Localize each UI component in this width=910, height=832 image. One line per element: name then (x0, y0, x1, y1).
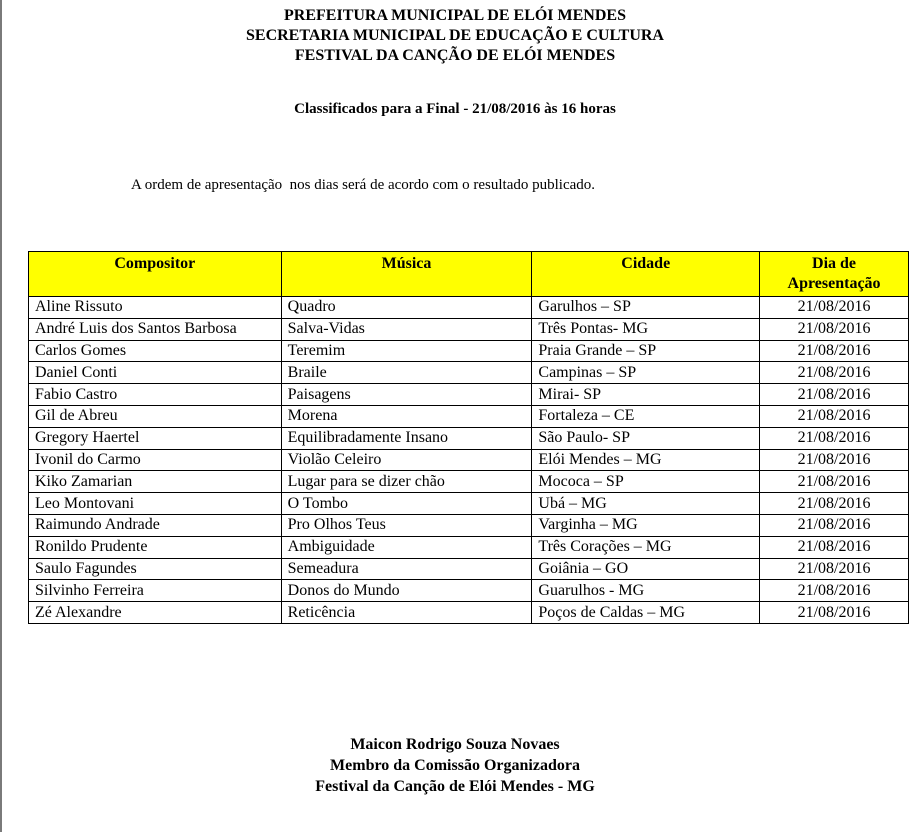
column-header-cidade: Cidade (532, 252, 760, 297)
cell-dia: 21/08/2016 (760, 384, 909, 406)
table-row (29, 340, 909, 362)
cell-dia: 21/08/2016 (760, 362, 909, 384)
cell-dia: 21/08/2016 (760, 449, 909, 471)
table-header-row (29, 252, 909, 297)
document-header (0, 6, 910, 66)
cell-compositor: Kiko Zamarian (29, 471, 282, 493)
table-row (29, 536, 909, 558)
table-row (29, 362, 909, 384)
cell-dia: 21/08/2016 (760, 405, 909, 427)
header-line-secretaria: SECRETARIA MUNICIPAL DE EDUCAÇÃO E CULTURA (246, 27, 664, 44)
cell-dia: 21/08/2016 (760, 536, 909, 558)
cell-cidade: Elói Mendes – MG (532, 449, 760, 471)
cell-cidade: Varginha – MG (532, 514, 760, 536)
table-row (29, 384, 909, 406)
cell-musica: Equilibradamente Insano (281, 427, 532, 449)
cell-dia: 21/08/2016 (760, 514, 909, 536)
cell-dia: 21/08/2016 (760, 318, 909, 340)
cell-musica: Violão Celeiro (281, 449, 532, 471)
cell-dia: 21/08/2016 (760, 340, 909, 362)
cell-cidade: Campinas – SP (532, 362, 760, 384)
header-line-prefeitura: PREFEITURA MUNICIPAL DE ELÓI MENDES (284, 7, 626, 24)
cell-cidade: Mococa – SP (532, 471, 760, 493)
table-row (29, 427, 909, 449)
cell-compositor: André Luis dos Santos Barbosa (29, 318, 282, 340)
cell-musica: Salva-Vidas (281, 318, 532, 340)
cell-dia: 21/08/2016 (760, 580, 909, 602)
cell-compositor: Silvinho Ferreira (29, 580, 282, 602)
table-row (29, 580, 909, 602)
cell-compositor: Ronildo Prudente (29, 536, 282, 558)
table-row (29, 405, 909, 427)
table-row (29, 471, 909, 493)
cell-musica: Quadro (281, 297, 532, 319)
cell-compositor: Daniel Conti (29, 362, 282, 384)
column-header-dia: Dia de Apresentação (760, 252, 909, 297)
cell-cidade: Guarulhos - MG (532, 580, 760, 602)
cell-compositor: Ivonil do Carmo (29, 449, 282, 471)
cell-compositor: Zé Alexandre (29, 602, 282, 624)
cell-musica: Pro Olhos Teus (281, 514, 532, 536)
table-row (29, 297, 909, 319)
cell-compositor: Fabio Castro (29, 384, 282, 406)
cell-cidade: Mirai- SP (532, 384, 760, 406)
cell-cidade: Três Corações – MG (532, 536, 760, 558)
column-header-musica: Música (281, 252, 532, 297)
signature-name: Maicon Rodrigo Souza Novaes (350, 736, 560, 753)
table-row (29, 514, 909, 536)
cell-cidade: Ubá – MG (532, 493, 760, 515)
cell-cidade: São Paulo- SP (532, 427, 760, 449)
cell-dia: 21/08/2016 (760, 493, 909, 515)
cell-compositor: Carlos Gomes (29, 340, 282, 362)
cell-musica: Paisagens (281, 384, 532, 406)
cell-compositor: Gregory Haertel (29, 427, 282, 449)
cell-cidade: Goiânia – GO (532, 558, 760, 580)
cell-musica: Morena (281, 405, 532, 427)
cell-cidade: Fortaleza – CE (532, 405, 760, 427)
cell-musica: Ambiguidade (281, 536, 532, 558)
table-row (29, 318, 909, 340)
cell-dia: 21/08/2016 (760, 427, 909, 449)
finalists-table (28, 251, 909, 624)
document-subtitle: Classificados para a Final - 21/08/2016 às 16 horas (294, 101, 616, 117)
order-note: A ordem de apresentação nos dias será de acordo com o resultado publicado. (131, 177, 596, 193)
cell-musica: Semeadura (281, 558, 532, 580)
cell-compositor: Saulo Fagundes (29, 558, 282, 580)
table-row (29, 558, 909, 580)
cell-cidade: Garulhos – SP (532, 297, 760, 319)
table-row (29, 602, 909, 624)
cell-musica: Lugar para se dizer chão (281, 471, 532, 493)
page-left-border (0, 0, 2, 832)
column-header-compositor: Compositor (29, 252, 282, 297)
table-body (29, 297, 909, 624)
cell-cidade: Poços de Caldas – MG (532, 602, 760, 624)
cell-musica: Donos do Mundo (281, 580, 532, 602)
cell-cidade: Três Pontas- MG (532, 318, 760, 340)
cell-compositor: Gil de Abreu (29, 405, 282, 427)
signature-role: Membro da Comissão Organizadora (330, 757, 580, 774)
cell-musica: Teremim (281, 340, 532, 362)
cell-dia: 21/08/2016 (760, 558, 909, 580)
table-row (29, 449, 909, 471)
cell-dia: 21/08/2016 (760, 471, 909, 493)
header-line-festival: FESTIVAL DA CANÇÃO DE ELÓI MENDES (294, 47, 616, 64)
cell-compositor: Raimundo Andrade (29, 514, 282, 536)
signature-org: Festival da Canção de Elói Mendes - MG (315, 778, 595, 795)
cell-compositor: Aline Rissuto (29, 297, 282, 319)
cell-musica: Braile (281, 362, 532, 384)
cell-dia: 21/08/2016 (760, 297, 909, 319)
cell-compositor: Leo Montovani (29, 493, 282, 515)
cell-dia: 21/08/2016 (760, 602, 909, 624)
cell-cidade: Praia Grande – SP (532, 340, 760, 362)
table-row (29, 493, 909, 515)
cell-musica: O Tombo (281, 493, 532, 515)
signature-block (0, 734, 910, 797)
cell-musica: Reticência (281, 602, 532, 624)
